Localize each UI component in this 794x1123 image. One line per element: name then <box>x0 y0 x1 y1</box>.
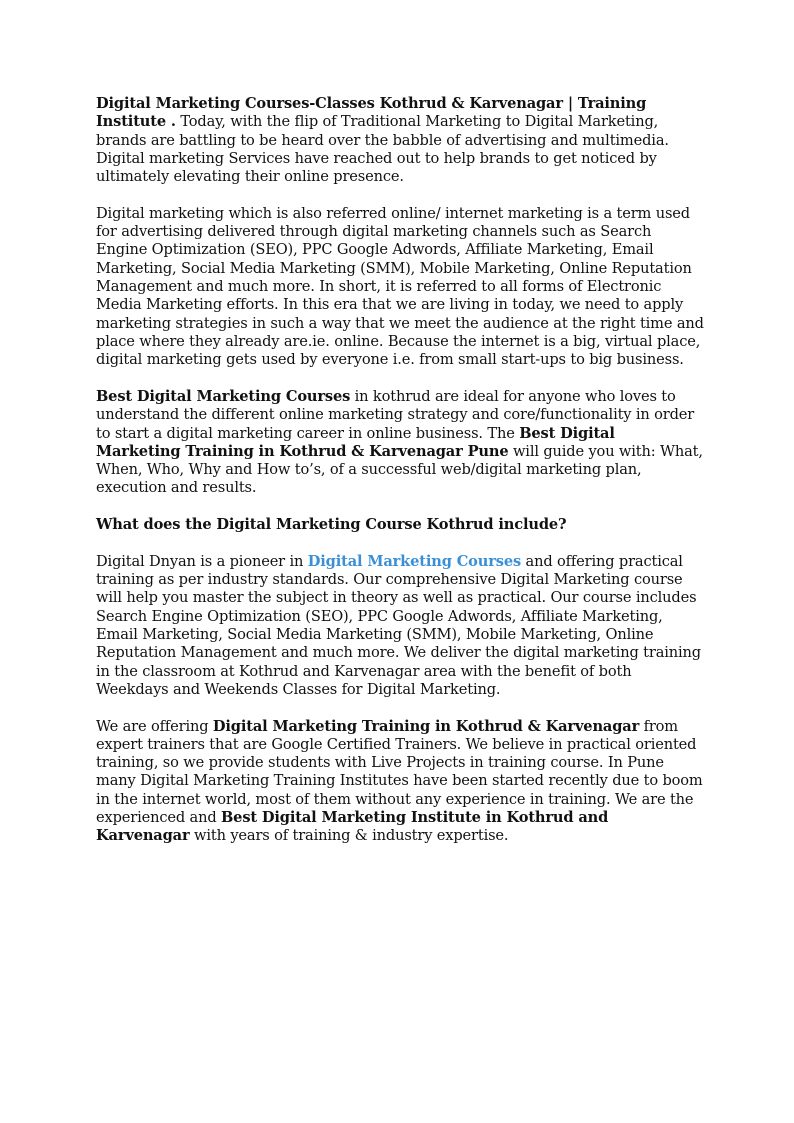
intro-paragraph <box>96 95 704 186</box>
pioneer-text-2: and offering practical training as per industry standards. Our comprehensive Digital Marketing course will help you master the subject in theory as well as practical. Our course includes Search Engine Optimization (SEO), PPC Google Adwords, Affiliate Marketing, Email Marketing, Social Media Marketing (SMM), Mobile Marketing, Online Reputation Management and much more. We deliver the digital marketing training in the classroom at Kothrud and Karvenagar area with the benefit of both Weekdays and Weekends Classes for Digital Marketing. <box>96 552 701 698</box>
offering-text-3: with years of training & industry expertise. <box>189 827 509 845</box>
document-body <box>96 95 704 864</box>
courses-bold-1: Best Digital Marketing Courses <box>96 387 351 405</box>
pioneer-text-1: Digital Dnyan is a pioneer in <box>96 552 308 570</box>
digital-marketing-courses-link[interactable]: Digital Marketing Courses <box>307 552 522 570</box>
definition-paragraph <box>96 205 704 370</box>
intro-title: Digital Marketing Courses-Classes Kothrud & Karvenagar | Training Institute . <box>96 95 647 131</box>
intro-text: Today, with the flip of Traditional Marketing to Digital Marketing, brands are battling to be heard over the babble of advertising and multimedia. Digital marketing Services have reached out to help brands to get noticed by ultimately elevating their online presence. <box>96 113 669 186</box>
courses-text-2: will guide you with: What, When, Who, Why and How to’s, of a successful web/digital marketing plan, execution and results. <box>96 442 703 497</box>
offering-text-2: from expert trainers that are Google Certified Trainers. We believe in practical oriented training, so we provide students with Live Projects in training course. In Pune many Digital Marketing Training Institutes have been started recently due to boom in the internet world, most of them without any experience in training. We are the experienced and <box>96 717 703 827</box>
offering-text-1: We are offering <box>96 717 213 735</box>
pioneer-paragraph <box>96 553 704 699</box>
offering-bold-1: Digital Marketing Training in Kothrud & Karvenagar <box>212 717 640 735</box>
definition-text: Digital marketing which is also referred online/ internet marketing is a term used for advertising delivered through digital marketing channels such as Search Engine Optimization (SEO), PPC Google Adwords, Affiliate Marketing, Email Marketing, Social Media Marketing (SMM), Mobile Marketing, Online Reputation Management and much more. In short, it is referred to all forms of Electronic Media Marketing efforts. In this era that we are living in today, we need to apply marketing strategies in such a way that we meet the audience at the right time and place where they already are.ie. online. Because the internet is a big, virtual place, digital marketing gets used by everyone i.e. from small start-ups to big business. <box>96 204 704 369</box>
courses-paragraph <box>96 388 704 498</box>
offering-bold-2: Best Digital Marketing Institute in Kothrud and Karvenagar <box>96 809 609 845</box>
courses-text-1: in kothrud are ideal for anyone who loves to understand the different online marketing strategy and core/functionality in order to start a digital marketing career in online business. The <box>96 387 695 442</box>
offering-paragraph <box>96 718 704 846</box>
section-heading: What does the Digital Marketing Course Kothrud include? <box>96 516 567 534</box>
courses-bold-2: Best Digital Marketing Training in Kothrud & Karvenagar Pune <box>96 424 615 460</box>
